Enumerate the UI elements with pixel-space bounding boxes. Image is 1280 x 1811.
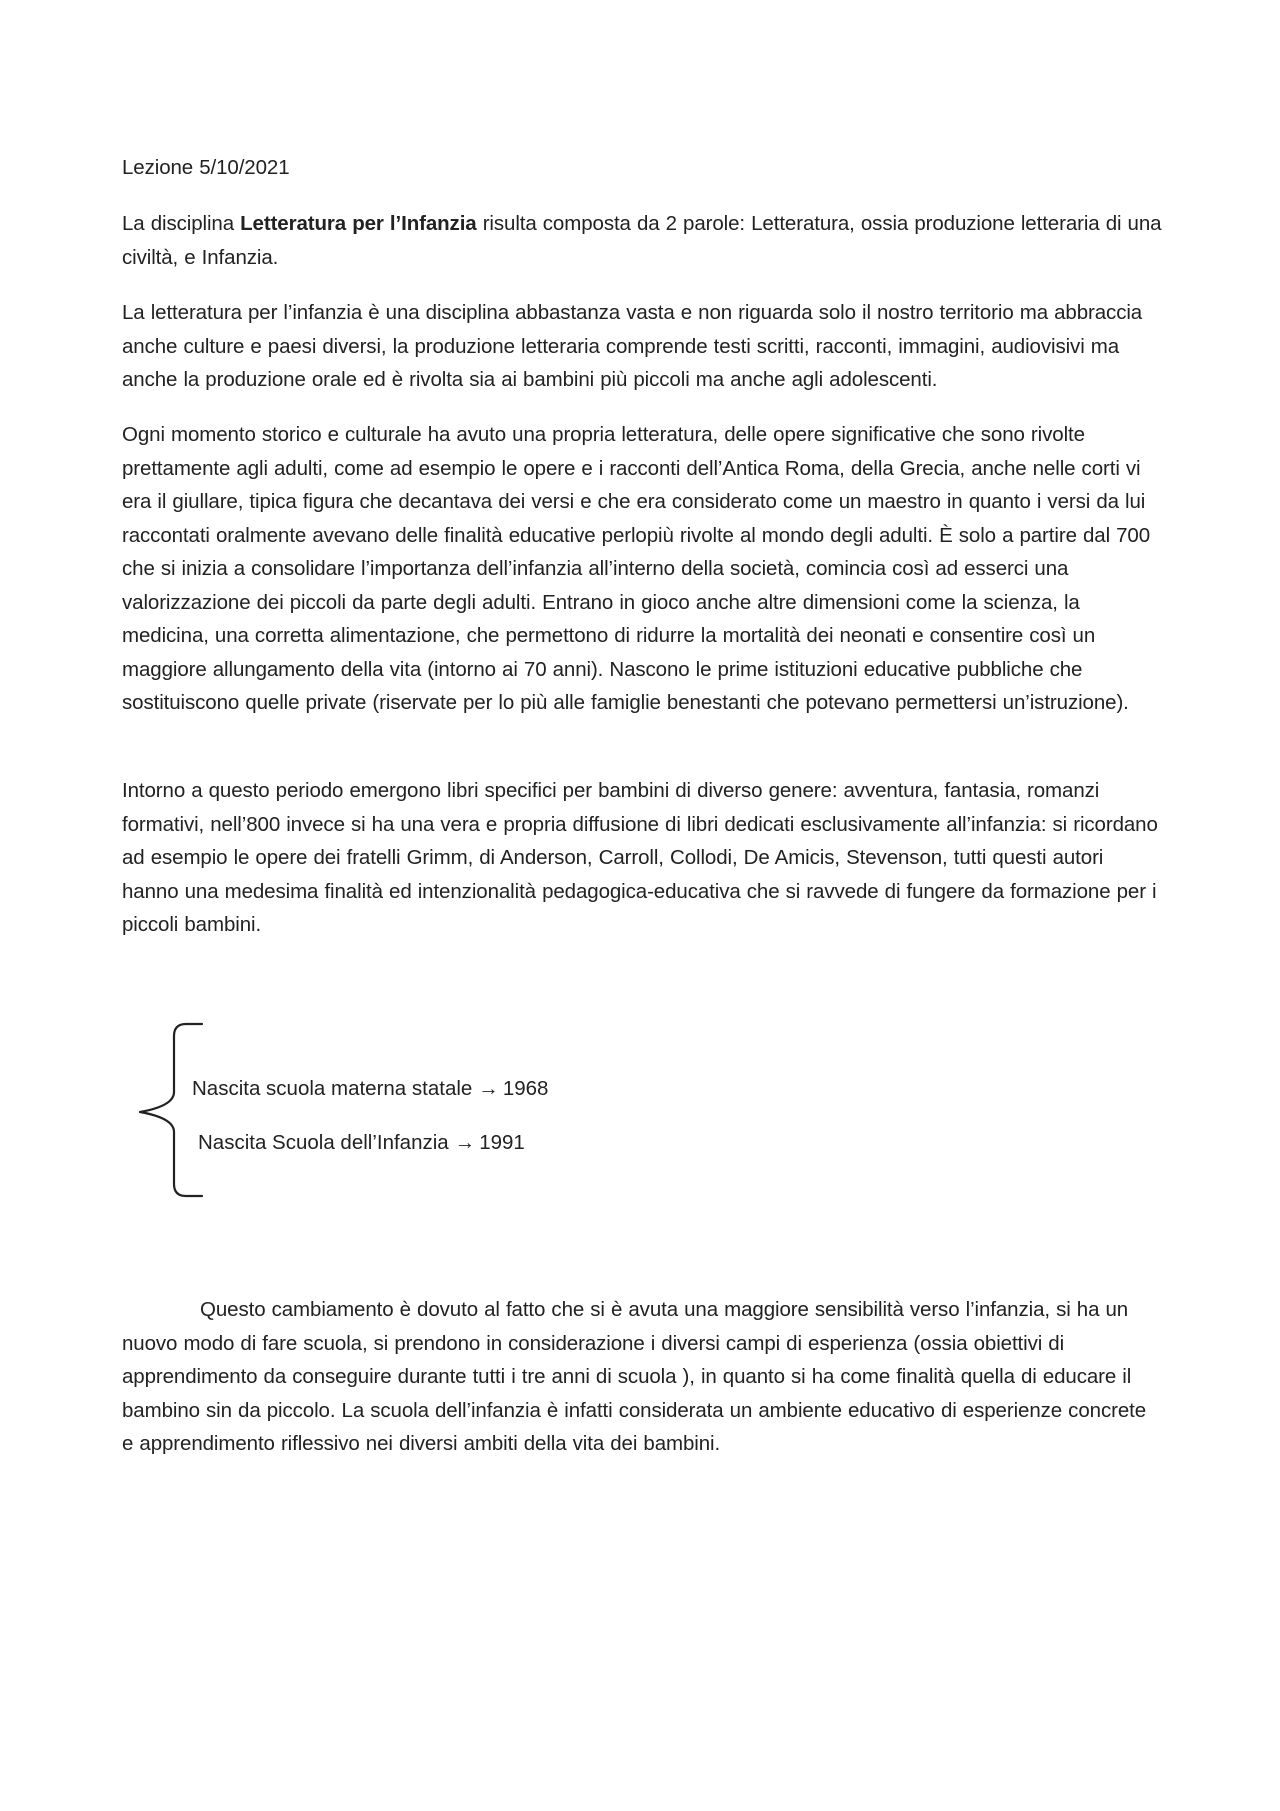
paragraph-children-books: Intorno a questo periodo emergono libri specifici per bambini di diverso genere: avventura, fantasia, romanzi formativi, nell’800 invece si ha una vera e propria diffusione di libri dedicati esclusivamente all’infanzia: si ricordano ad esempio le opere dei fratelli Grimm, di Anderson, Carroll, Collodi, De Amicis, Stevenson, tutti questi autori hanno una medesima finalità ed intenzionalità pedagogica-educativa che si ravvede di fungere da formazione per i piccoli bambini.: [122, 779, 1158, 936]
curly-brace-icon: [138, 1020, 208, 1200]
list-item-materna: [192, 1074, 548, 1104]
paragraph-definition-rest: risulta composta da 2 parole: Letteratura, ossia produzione letteraria di una civiltà, e Infanzia.: [122, 212, 1162, 269]
list-item-infanzia: [198, 1128, 525, 1158]
paragraph-change: Questo cambiamento è dovuto al fatto che si è avuta una maggiore sensibilità verso l’infanzia, si ha un nuovo modo di fare scuola, si prendono in considerazione i diversi campi di esperienza (ossia obiettivi di apprendimento da conseguire durante tutti i tre anni di scuola ), in quanto si ha come finalità quella di educare il bambino sin da piccolo. La scuola dell’infanzia è infatti considerata un ambiente educativo di esperienze concrete e apprendimento riflessivo nei diversi ambiti della vita dei bambini.: [122, 1298, 1147, 1455]
list-item-year: 1968: [502, 1077, 549, 1100]
list-item-year: 1991: [479, 1131, 525, 1154]
paragraph-definition-intro: La disciplina: [122, 212, 241, 235]
list-item-label: Nascita scuola materna statale: [192, 1077, 473, 1100]
list-item-label: Nascita Scuola dell’Infanzia: [198, 1131, 449, 1154]
paragraph-scope: La letteratura per l’infanzia è una disciplina abbastanza vasta e non riguarda solo il nostro territorio ma abbraccia anche culture e paesi diversi, la produzione letteraria comprende testi scritti, racconti, immagini, audiovisivi ma anche la produzione orale ed è rivolta sia ai bambini più piccoli ma anche agli adolescenti.: [122, 301, 1143, 391]
arrow-right-icon: →: [454, 1131, 476, 1154]
lesson-heading: Lezione 5/10/2021: [122, 156, 290, 179]
arrow-right-icon: →: [478, 1077, 499, 1100]
discipline-name: Letteratura per l’Infanzia: [240, 212, 477, 235]
paragraph-definition: [122, 207, 1162, 274]
paragraph-history: Ogni momento storico e culturale ha avuto una propria letteratura, delle opere significative che sono rivolte prettamente agli adulti, come ad esempio le opere e i racconti dell’Antica Roma, della Grecia, anche nelle corti vi era il giullare, tipica figura che decantava dei versi e che era considerato come un maestro in quanto i versi da lui raccontati oralmente avevano delle finalità educative perlopiù rivolte al mondo degli adulti. È solo a partire dal 700 che si inizia a consolidare l’importanza dell’infanzia all’interno della società, comincia così ad esserci una valorizzazione dei piccoli da parte degli adulti. Entrano in gioco anche altre dimensioni come la scienza, la medicina, una corretta alimentazione, che permettono di ridurre la mortalità dei neonati e consentire così un maggiore allungamento della vita (intorno ai 70 anni). Nascono le prime istituzioni educative pubbliche che sostituiscono quelle private (riservate per lo più alle famiglie benestanti che potevano permettersi un’istruzione).: [122, 423, 1151, 714]
